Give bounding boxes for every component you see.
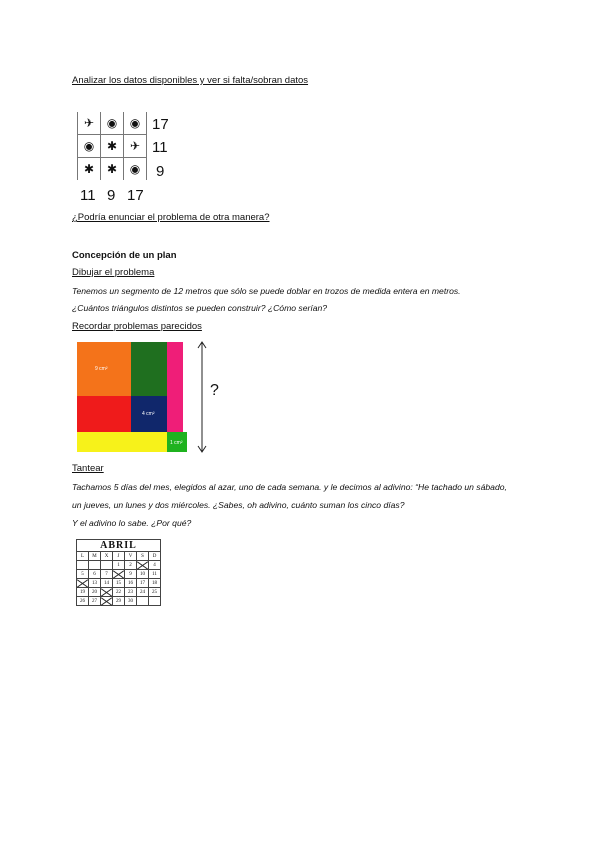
calendar-date-cell (101, 561, 113, 570)
paragraph-jueves: un jueves, un lunes y dos miércoles. ¿Sabes, oh adivino, cuánto suman los cinco días? (72, 500, 405, 510)
calendar-date-cell: 25 (149, 588, 161, 597)
calendar-date-cell (101, 588, 113, 597)
yellow-rect (77, 432, 167, 452)
calendar-date-cell: 27 (89, 597, 101, 606)
plane-icon: ✈ (124, 135, 147, 158)
calendar-date-cell: 20 (89, 588, 101, 597)
navy-label: 4 cm² (142, 411, 155, 417)
calendar-date-cell (149, 597, 161, 606)
eye-icon: ◉ (124, 112, 147, 135)
calendar-date-cell (77, 561, 89, 570)
calendar-day-header: X (101, 552, 113, 561)
calendar-date-cell: 16 (125, 579, 137, 588)
calendar-date-cell: 14 (101, 579, 113, 588)
calendar-date-cell (77, 579, 89, 588)
pink-rect (167, 342, 183, 432)
eye-icon: ◉ (101, 112, 124, 135)
calendar-date-cell: 7 (101, 570, 113, 579)
question-mark: ? (210, 382, 219, 399)
bug-icon: ✱ (101, 158, 124, 181)
calendar-date-cell: 9 (125, 570, 137, 579)
question-otra-manera: ¿Podría enunciar el problema de otra manera? (72, 212, 270, 223)
calendar-date-cell: 24 (137, 588, 149, 597)
calendar-date-cell: 11 (149, 570, 161, 579)
calendar-date-cell (89, 561, 101, 570)
eye-icon: ◉ (78, 135, 101, 158)
row-sum-3: 9 (156, 163, 165, 180)
calendar-date-cell: 13 (89, 579, 101, 588)
april-calendar (76, 539, 161, 606)
orange-square (77, 342, 131, 396)
eye-icon: ◉ (124, 158, 147, 181)
calendar-day-header: S (137, 552, 149, 561)
plane-icon: ✈ (78, 112, 101, 135)
calendar-day-header: D (149, 552, 161, 561)
calendar-date-cell: 6 (89, 570, 101, 579)
area-figure (77, 342, 187, 452)
calendar-date-cell (101, 597, 113, 606)
calendar-date-cell: 19 (77, 588, 89, 597)
col-sum-3: 17 (127, 187, 144, 204)
paragraph-tachamos: Tachamos 5 días del mes, elegidos al azar, uno de cada semana. y le decimos al adivino: “He tachado un sábado, (72, 482, 507, 492)
row-sum-1: 17 (152, 116, 169, 133)
calendar-date-cell: 30 (125, 597, 137, 606)
lime-label: 1 cm² (170, 440, 183, 446)
calendar-day-header: J (113, 552, 125, 561)
col-sum-1: 11 (80, 187, 96, 204)
section-title: Concepción de un plan (72, 250, 177, 261)
calendar-date-cell (113, 570, 125, 579)
paragraph-adivino: Y el adivino lo sabe. ¿Por qué? (72, 518, 192, 528)
calendar-date-cell: 1 (113, 561, 125, 570)
calendar-date-cell: 26 (77, 597, 89, 606)
bug-icon: ✱ (78, 158, 101, 181)
calendar-date-cell: 18 (149, 579, 161, 588)
col-sum-2: 9 (107, 187, 116, 204)
subheading-tantear: Tantear (72, 463, 104, 474)
calendar-date-cell: 5 (77, 570, 89, 579)
heading-analizar: Analizar los datos disponibles y ver si falta/sobran datos (72, 75, 309, 86)
calendar-day-header: L (77, 552, 89, 561)
orange-label: 9 cm² (95, 366, 108, 372)
navy-square (131, 396, 167, 432)
calendar-date-cell (137, 561, 149, 570)
calendar-date-cell (137, 597, 149, 606)
calendar-date-cell: 22 (113, 588, 125, 597)
calendar-date-cell: 2 (125, 561, 137, 570)
calendar-date-cell: 23 (125, 588, 137, 597)
calendar-date-cell: 29 (113, 597, 125, 606)
green-rect (131, 342, 167, 396)
subheading-dibujar: Dibujar el problema (72, 267, 155, 278)
paragraph-triangulos: ¿Cuántos triángulos distintos se pueden construir? ¿Cómo serían? (72, 303, 328, 313)
calendar-day-header: M (89, 552, 101, 561)
red-rect (77, 396, 131, 432)
height-arrow (195, 340, 209, 454)
calendar-day-header: V (125, 552, 137, 561)
symbol-grid (77, 112, 147, 180)
calendar-date-cell: 17 (137, 579, 149, 588)
bug-icon: ✱ (101, 135, 124, 158)
paragraph-segmento: Tenemos un segmento de 12 metros que sólo se puede doblar en trozos de medida entera en metros. (72, 286, 461, 296)
calendar-date-cell: 4 (149, 561, 161, 570)
calendar-month: ABRIL (77, 540, 161, 552)
subheading-recordar: Recordar problemas parecidos (72, 321, 202, 332)
lime-square (167, 432, 187, 452)
calendar-date-cell: 15 (113, 579, 125, 588)
row-sum-2: 11 (152, 139, 168, 156)
calendar-date-cell: 10 (137, 570, 149, 579)
